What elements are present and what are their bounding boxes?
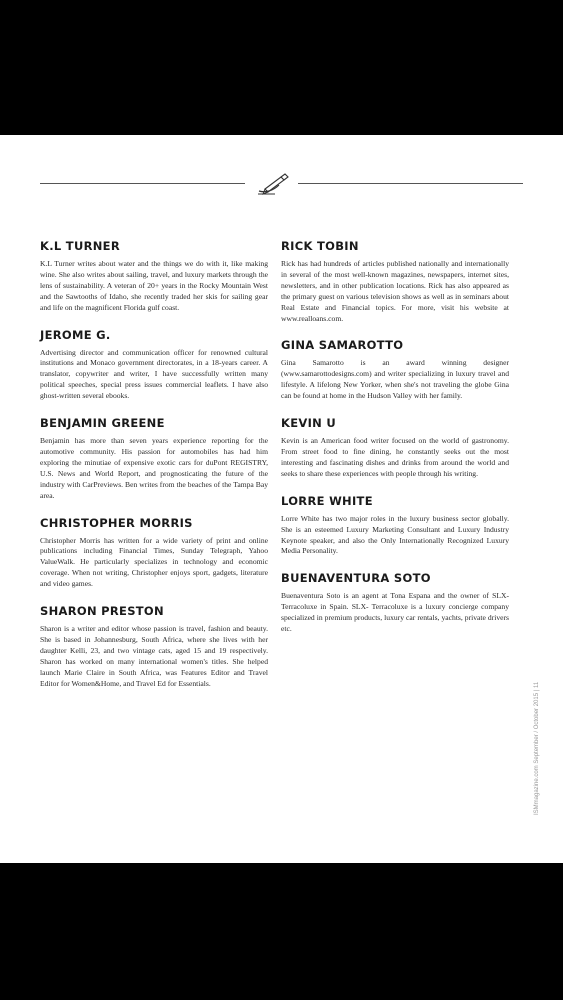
contributor-name: BENJAMIN GREENE	[40, 416, 165, 431]
contributor-entry	[40, 516, 268, 591]
contributors-left-column	[40, 239, 268, 703]
contributor-name: KEVIN U	[281, 416, 337, 431]
header-divider-right	[298, 183, 523, 184]
contributor-entry	[281, 571, 509, 635]
side-caption: ISMmagazine.com September / October 2015 | 11	[534, 681, 540, 815]
contributor-entry	[281, 416, 509, 480]
contributor-bio: Gina Samarotto is an award winning designer (www.samarottodesigns.com) and writer specializing in luxury travel and lifestyle. A lifelong New Yorker, when she's not traveling the globe Gina can be found at home in the Hudson Valley with her family.	[281, 358, 509, 401]
contributor-bio: Lorre White has two major roles in the luxury business sector globally. She is an esteemed Luxury Marketing Consultant and Luxury Industry Keynote speaker, and also the Only Internationally Recognized Luxury Media Personality.	[281, 513, 509, 556]
contributor-entry	[40, 239, 268, 314]
contributor-name: BUENAVENTURA SOTO	[281, 571, 431, 586]
contributor-bio: Advertising director and communication officer for renowned cultural institutions and Monaco government directorates, in a 18-years career. A translator, copywriter and writer, I have successfully written many political speeches, special press issues commercial leaflets. I have also ghost-written several ebooks.	[40, 347, 268, 401]
contributor-name: LORRE WHITE	[281, 493, 373, 508]
contributor-bio: Kevin is an American food writer focused on the world of gastronomy. From street food to fine dining, he constantly seeks out the most interesting and fascinating dishes and drinks from around the world and seeks to share these experiences with people through his writing.	[281, 436, 509, 478]
contributor-name: JEROME G.	[40, 327, 111, 342]
contributor-entry	[281, 338, 509, 402]
contributor-bio: Rick has had hundreds of articles published nationally and internationally in several of the most well-known magazines, newspapers, internet sites, newsletters, and in other publication locations. Rick has also appeared as the primary guest on various television shows as well as in seminars about Real Estate and Financial topics. For more, visit his website at www.realloans.com.	[281, 259, 509, 323]
contributor-bio: K.L Turner writes about water and the things we do with it, like making wine. She also writes about sailing, travel, and luxury markets through the lens of sustainability. A veteran of 20+ years in the Rocky Mountain West and the Sawtooths of Idaho, she recently traded her skis for sailing gear and life on the magnificent Florida gulf coast.	[40, 259, 268, 312]
contributor-entry	[40, 416, 268, 501]
header-divider-left	[40, 183, 245, 184]
contributor-name: K.L TURNER	[40, 239, 120, 253]
contributor-entry	[281, 239, 509, 324]
contributor-name: CHRISTOPHER MORRIS	[40, 515, 193, 530]
contributor-entry	[281, 494, 509, 558]
contributor-name: RICK TOBIN	[281, 239, 359, 253]
contributor-bio: Sharon is a writer and editor whose passion is travel, fashion and beauty. She is based in Johannesburg, South Africa, where she lives with her daughter Kelli, 23, and two vintage cats, aged 15 and 19 respectively. Sharon has worked on many international women's titles. She helped launch Marie Claire in South Africa, was Features Editor and Travel Editor for Women&Home, and Travel Ed for Essentials.	[40, 624, 268, 688]
contributor-name: GINA SAMAROTTO	[281, 338, 404, 353]
pen-writing-icon	[255, 171, 291, 197]
contributor-entry	[40, 604, 268, 689]
contributor-name: SHARON PRESTON	[40, 604, 164, 619]
contributor-bio: Christopher Morris has written for a wide variety of print and online publications including Financial Times, Sunday Telegraph, Yahoo ValueWalk. He particularly specializes in technology and economic coverage. When not writing, Christopher enjoys sport, gadgets, literature and video games.	[40, 535, 268, 589]
contributor-bio: Buenaventura Soto is an agent at Tona Espana and the owner of SLX- Terracoluxe in Spain. SLX- Terracoluxe is a luxury concierge company specialized in premium products, luxury car rentals, yachts, private drivers etc.	[281, 591, 509, 634]
contributors-right-column	[281, 239, 509, 649]
contributor-bio: Benjamin has more than seven years experience reporting for the automotive community. His passion for automobiles has had him exploring the minutiae of expensive exotic cars for duPont REGISTRY, U.S. News and World Report, and prognosticating the future of the industry with CarPreviews. Ben writes from the beaches of the Tampa Bay area.	[40, 436, 268, 500]
magazine-page	[0, 135, 563, 863]
contributor-entry	[40, 328, 268, 403]
